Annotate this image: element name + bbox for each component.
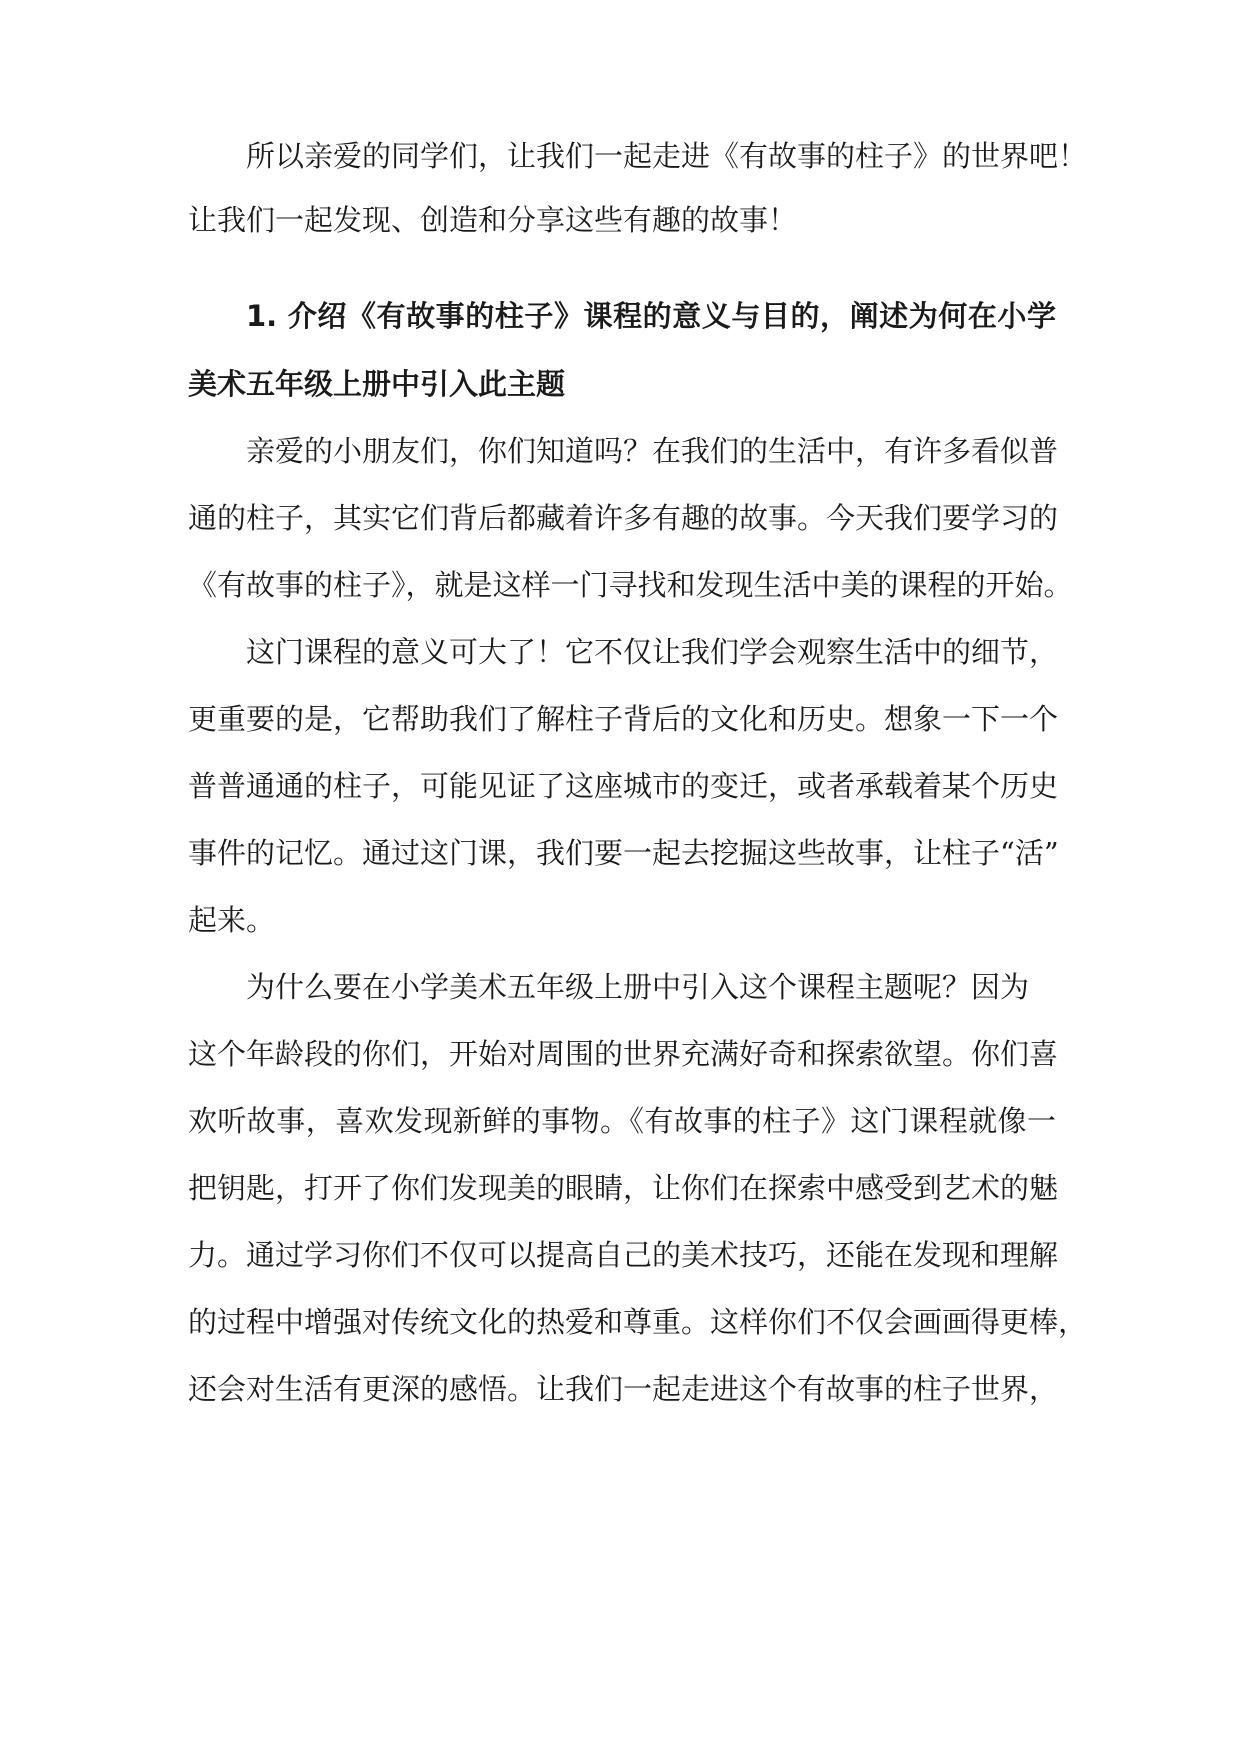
paragraph-3-line-4: 把钥匙，打开了你们发现美的眼睛，让你们在探索中感受到艺术的魅 <box>188 1171 1059 1205</box>
paragraph-3-line-7: 还会对生活有更深的感悟。让我们一起走进这个有故事的柱子世界， <box>188 1372 1059 1406</box>
paragraph-3-line-3: 欢听故事，喜欢发现新鲜的事物。《有故事的柱子》这门课程就像一 <box>188 1104 1056 1138</box>
paragraph-3-line-2: 这个年龄段的你们，开始对周围的世界充满好奇和探索欲望。你们喜 <box>188 1037 1059 1071</box>
section-heading-line-1: 1. 介绍《有故事的柱子》课程的意义与目的，阐述为何在小学 <box>246 299 1056 333</box>
intro-line-1: 所以亲爱的同学们，让我们一起走进《有故事的柱子》的世界吧！ <box>246 139 1088 173</box>
paragraph-2-line-3: 普普通通的柱子，可能见证了这座城市的变迁，或者承载着某个历史 <box>188 769 1059 803</box>
paragraph-2-line-2: 更重要的是，它帮助我们了解柱子背后的文化和历史。想象一下一个 <box>188 702 1059 736</box>
paragraph-2-line-4: 事件的记忆。通过这门课，我们要一起去挖掘这些故事，让柱子“活” <box>188 836 1059 870</box>
paragraph-2-line-5: 起来。 <box>188 903 276 937</box>
paragraph-2-line-1: 这门课程的意义可大了！它不仅让我们学会观察生活中的细节， <box>246 635 1059 669</box>
paragraph-1-line-3: 《有故事的柱子》，就是这样一门寻找和发现生活中美的课程的开始。 <box>188 568 1073 602</box>
intro-line-2: 让我们一起发现、创造和分享这些有趣的故事！ <box>188 203 798 237</box>
paragraph-1-line-1: 亲爱的小朋友们，你们知道吗？在我们的生活中，有许多看似普 <box>246 434 1059 468</box>
paragraph-3-line-6: 的过程中增强对传统文化的热爱和尊重。这样你们不仅会画画得更棒， <box>188 1305 1088 1339</box>
paragraph-3-line-5: 力。通过学习你们不仅可以提高自己的美术技巧，还能在发现和理解 <box>188 1238 1059 1272</box>
paragraph-1-line-2: 通的柱子，其实它们背后都藏着许多有趣的故事。今天我们要学习的 <box>188 501 1059 535</box>
paragraph-3-line-1: 为什么要在小学美术五年级上册中引入这个课程主题呢？因为 <box>246 970 1030 1004</box>
section-heading-line-2: 美术五年级上册中引入此主题 <box>188 367 566 401</box>
